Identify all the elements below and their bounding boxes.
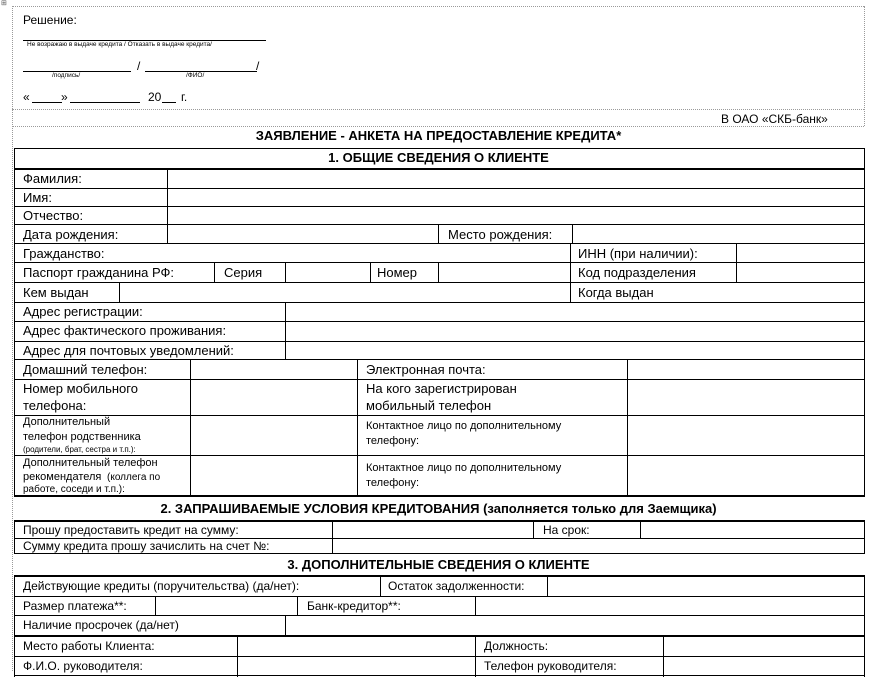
payment-field[interactable] [156,597,297,615]
series-field[interactable] [286,263,370,282]
label-mobile-owner: мобильный телефон [366,398,492,413]
position-field[interactable] [664,637,864,656]
month-field[interactable] [70,90,140,102]
label-contact-recommender: Контактное лицо по дополнительному [366,462,562,474]
label-recommender-phone: рекомендателя [23,471,102,483]
col-line [214,262,215,283]
day-line [32,102,62,103]
table-border [14,520,15,554]
col-line [570,243,571,302]
label-recommender-phone-hint: (коллега по [107,472,161,483]
contact-relative-field[interactable] [628,416,864,455]
label-patronymic: Отчество: [23,208,84,223]
decision-slash: / [256,59,260,73]
decision-field[interactable] [23,30,266,40]
overdue-field[interactable] [286,616,864,635]
amount-field[interactable] [333,522,533,538]
decision-options-hint: Не возражаю в выдаче кредита / Отказать в выдаче кредита/ [27,41,212,48]
decision-title: Решение: [23,13,77,27]
recommender-phone-field[interactable] [191,456,357,495]
label-recommender-phone: Дополнительный телефон [23,457,158,469]
email-field[interactable] [628,360,864,379]
mobile-phone-field[interactable] [191,380,357,415]
inn-field[interactable] [737,244,864,262]
guide-line [864,6,865,126]
actual-address-field[interactable] [286,322,864,341]
number-field[interactable] [439,263,570,282]
sign-hint: /подпись/ [52,72,81,79]
date-quote-close: » [61,90,68,104]
col-line [380,577,381,597]
guide-line [12,6,13,671]
label-recommender-phone-hint: работе, соседи и т.п.): [23,484,125,495]
signature-field[interactable] [23,60,131,71]
col-line [438,224,439,244]
guide-line [12,126,864,127]
birth-place-field[interactable] [573,225,864,243]
table-border [14,148,864,149]
decision-slash: / [137,59,141,73]
label-account: Сумму кредита прошу зачислить на счет №: [23,539,270,553]
col-line [475,636,476,677]
month-line [70,102,140,103]
name-field[interactable] [168,189,864,206]
table-border [14,575,15,677]
year-suffix: г. [181,90,188,104]
fio-hint: /ФИО/ [186,72,205,79]
table-border [14,495,865,497]
label-home-phone: Домашний телефон: [23,362,148,377]
account-field[interactable] [333,539,864,553]
birth-date-field[interactable] [168,225,438,243]
col-line [297,596,298,616]
label-position: Должность: [484,639,549,653]
label-inn: ИНН (при наличии): [578,246,698,261]
table-border [864,575,865,677]
table-border [864,520,865,554]
label-birth-date: Дата рождения: [23,227,119,242]
row-line [14,675,865,676]
label-actual-address: Адрес фактического проживания: [23,323,227,338]
workplace-field[interactable] [238,637,475,656]
label-number: Номер [377,265,418,280]
label-creditor-bank: Банк-кредитор**: [307,599,401,613]
label-debt-balance: Остаток задолженности: [388,579,525,593]
year-line [162,102,176,103]
label-contact-relative: Контактное лицо по дополнительному [366,420,562,432]
fio-field[interactable] [145,59,260,73]
col-line [370,262,371,283]
label-relative-phone-hint: (родители, брат, сестра и т.п.): [23,445,136,454]
surname-field[interactable] [168,170,864,188]
row-line [14,553,865,554]
label-payment: Размер платежа**: [23,599,127,613]
reg-address-field[interactable] [286,303,864,321]
label-mobile: телефона: [23,398,87,413]
date-quote-open: « [23,90,30,104]
label-issued-by: Кем выдан [23,285,89,300]
col-line [357,359,358,496]
term-field[interactable] [641,522,864,538]
label-amount: Прошу предоставить кредит на сумму: [23,523,239,537]
label-mail-address: Адрес для почтовых уведомлений: [23,343,234,358]
label-contact-recommender: телефону: [366,477,420,489]
section2-title: 2. ЗАПРАШИВАЕМЫЕ УСЛОВИЯ КРЕДИТОВАНИЯ (заполняется только для Заемщика) [160,501,717,516]
label-surname: Фамилия: [23,171,82,186]
section1-title: 1. ОБЩИЕ СВЕДЕНИЯ О КЛИЕНТЕ [328,150,549,165]
table-move-handle-icon[interactable]: ⊞ [1,0,7,7]
relative-phone-field[interactable] [191,416,357,455]
contact-recommender-field[interactable] [628,456,864,495]
label-series: Серия [224,265,263,280]
patronymic-field[interactable] [168,207,864,224]
form-title: ЗАЯВЛЕНИЕ - АНКЕТА НА ПРЕДОСТАВЛЕНИЕ КРЕДИТА* [255,128,622,143]
mail-address-field[interactable] [286,342,864,359]
bank-name: В ОАО «СКБ-банк» [721,112,828,126]
division-code-field[interactable] [737,263,864,282]
label-mobile-owner: На кого зарегистрирован [366,381,517,396]
label-citizenship: Гражданство: [23,246,105,261]
home-phone-field[interactable] [191,360,357,379]
label-term: На срок: [543,523,590,537]
label-reg-address: Адрес регистрации: [23,304,143,319]
label-relative-phone: телефон родственника [23,431,141,443]
label-current-loans: Действующие кредиты (поручительства) (да/нет): [23,579,300,593]
issued-by-field[interactable] [120,283,570,302]
day-field[interactable] [32,90,62,102]
label-name: Имя: [23,190,52,205]
label-relative-phone: Дополнительный [23,416,111,428]
creditor-bank-field[interactable] [476,597,864,615]
label-overdue: Наличие просрочек (да/нет) [23,618,179,632]
label-workplace: Место работы Клиента: [23,639,155,653]
label-email: Электронная почта: [366,362,486,377]
manager-name-field[interactable] [238,657,475,675]
year-prefix: 20 [148,90,162,104]
guide-line [12,109,864,110]
manager-phone-field[interactable] [664,657,864,675]
label-issued-when: Когда выдан [578,285,654,300]
label-contact-relative: телефону: [366,435,420,447]
col-line [533,521,534,539]
issued-when-field[interactable] [737,283,864,302]
citizenship-field[interactable] [168,244,570,262]
year-field[interactable] [162,90,176,102]
label-manager-name: Ф.И.О. руководителя: [23,659,143,673]
label-birth-place: Место рождения: [448,227,553,242]
label-manager-phone: Телефон руководителя: [484,659,617,673]
label-mobile: Номер мобильного [23,381,138,396]
label-division-code: Код подразделения [578,265,696,280]
label-passport: Паспорт гражданина РФ: [23,265,175,280]
section3-title: 3. ДОПОЛНИТЕЛЬНЫЕ СВЕДЕНИЯ О КЛИЕНТЕ [287,557,590,572]
debt-balance-field[interactable] [548,577,864,596]
mobile-owner-field[interactable] [628,380,864,415]
guide-line [12,6,864,7]
